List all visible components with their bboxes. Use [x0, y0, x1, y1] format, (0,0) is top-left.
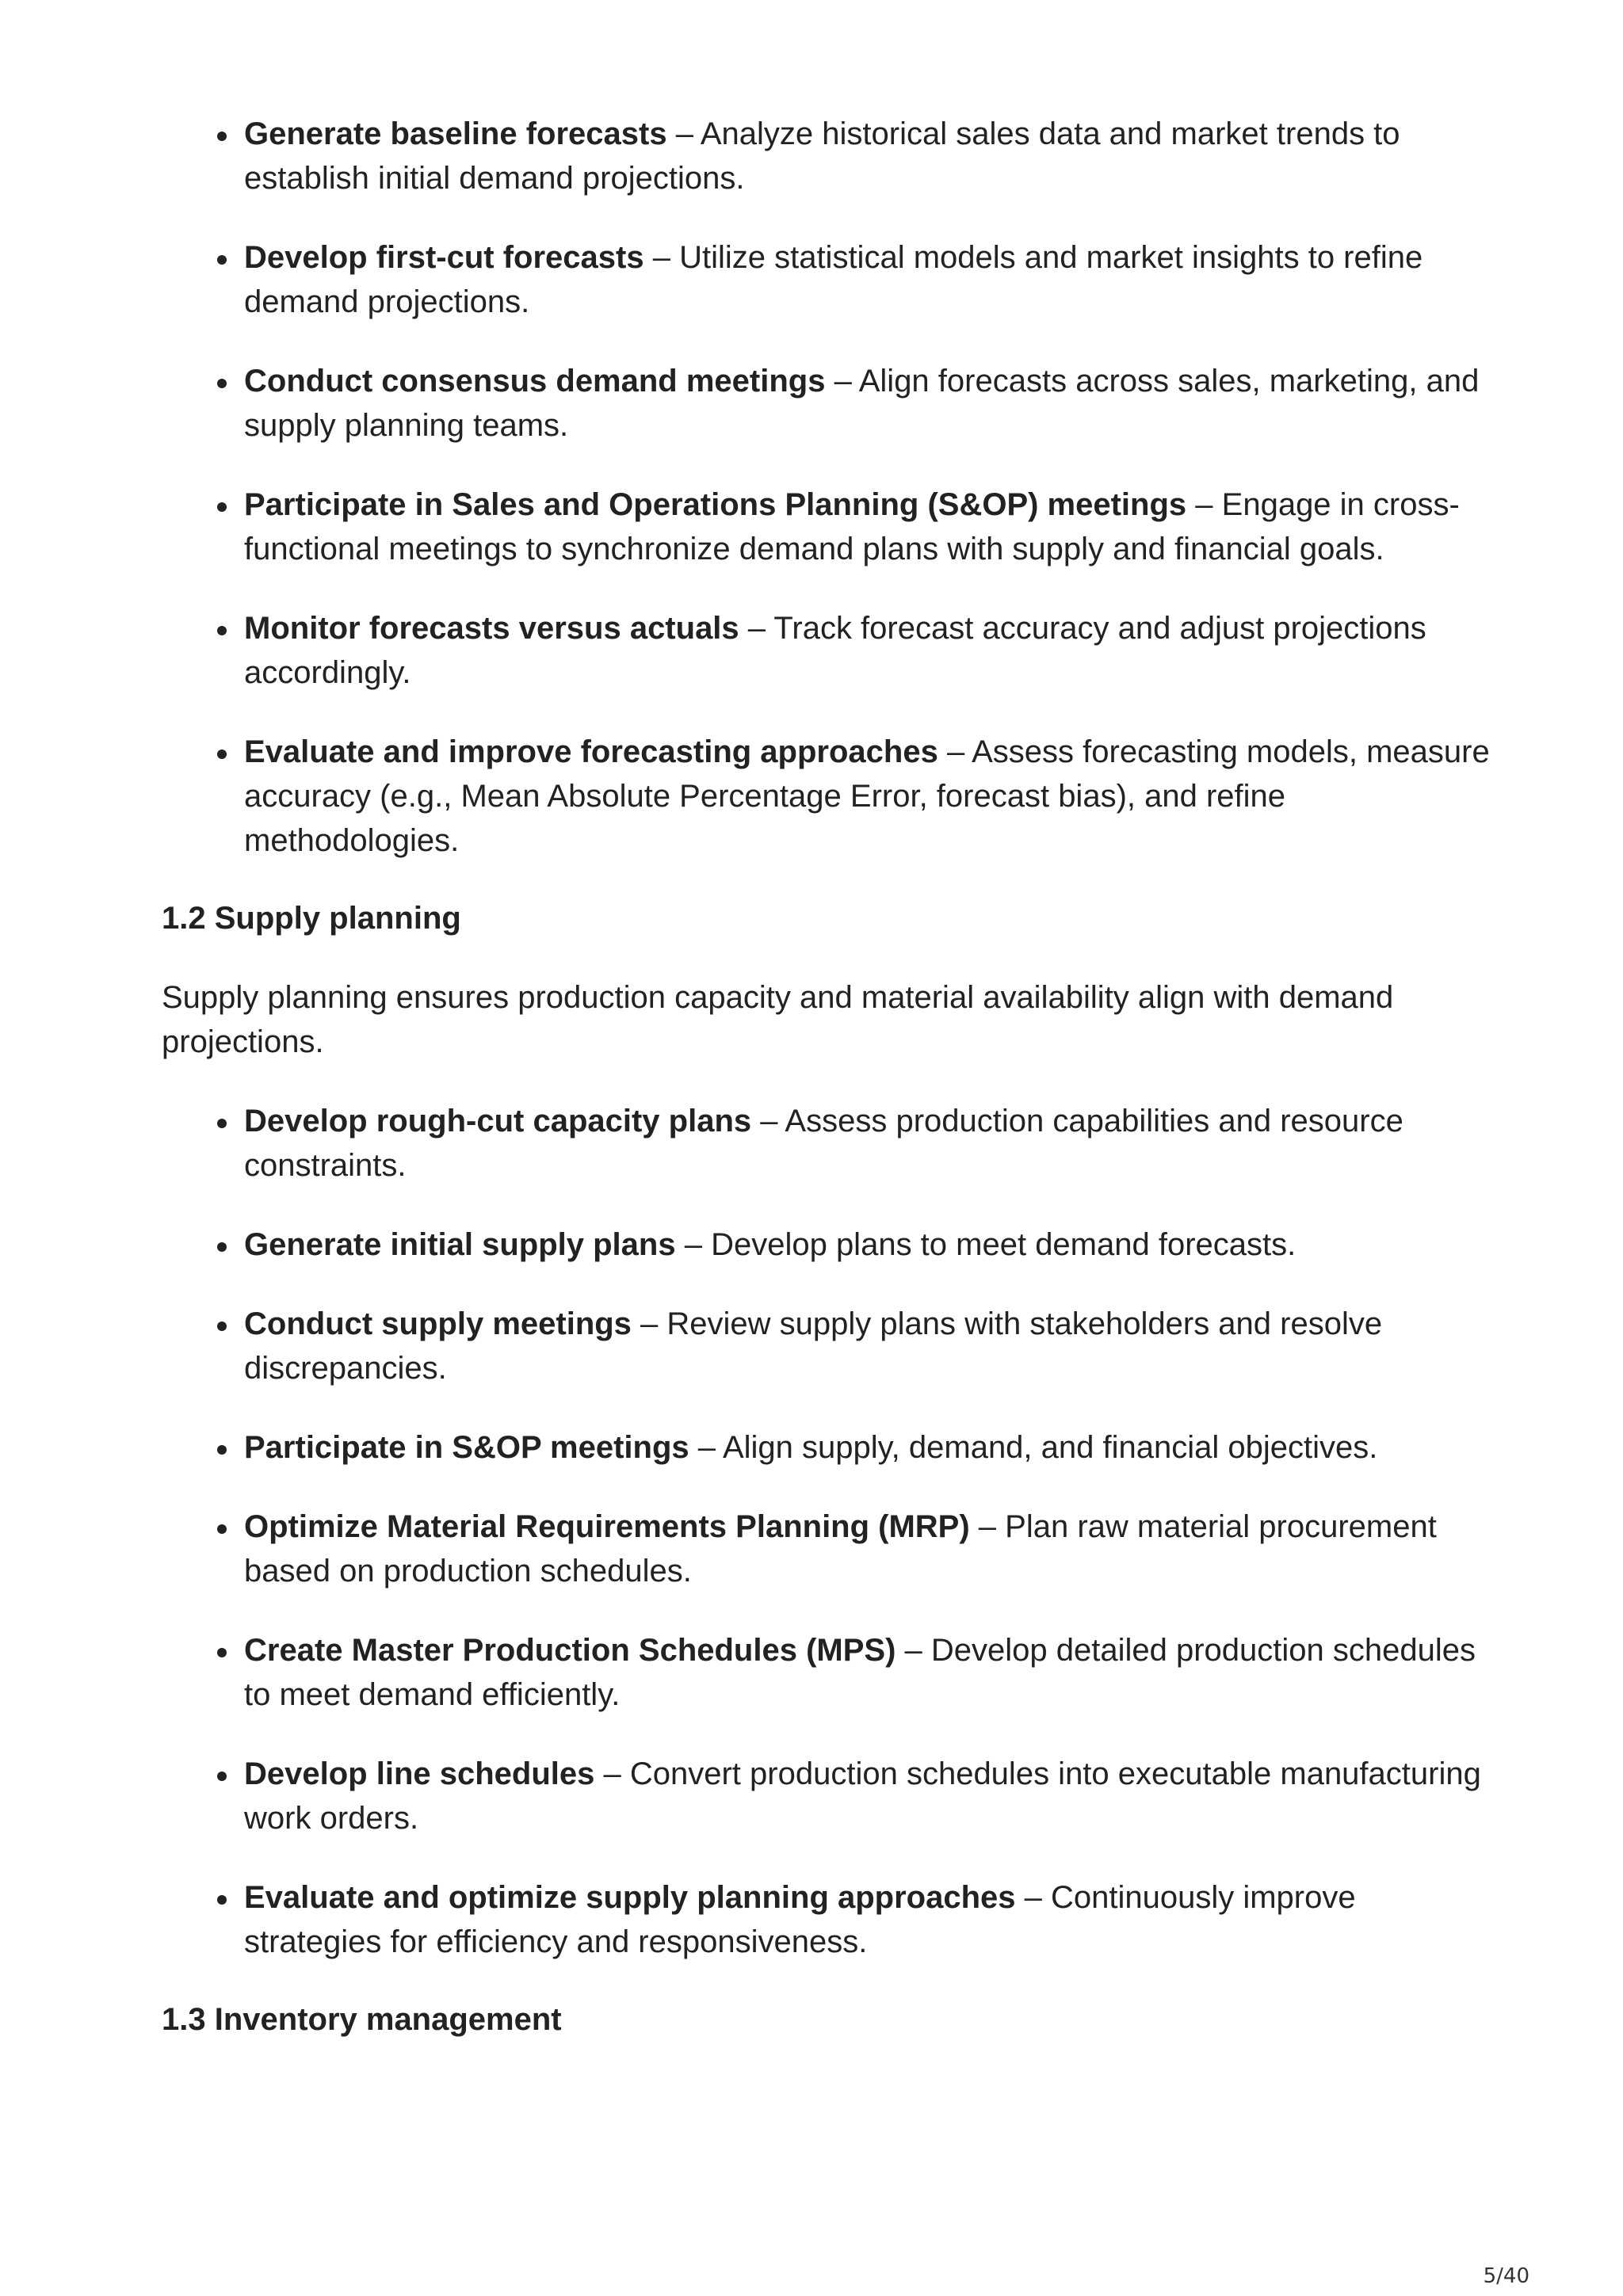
- list-item: [162, 1099, 1493, 1188]
- list-item-description: – Utilize statistical models and market insights to refine demand projections.: [244, 240, 1423, 319]
- list-item-term: Evaluate and improve forecasting approaches: [244, 734, 938, 769]
- list-item: [162, 1222, 1493, 1267]
- list-item-description: – Analyze historical sales data and market trends to establish initial demand projections.: [244, 116, 1400, 196]
- list-item: [162, 359, 1493, 448]
- list-item: [162, 730, 1493, 863]
- list-item: [162, 1875, 1493, 1964]
- list-item: [162, 1425, 1493, 1470]
- list-item-description: – Align supply, demand, and financial objectives.: [689, 1430, 1378, 1465]
- list-item: [162, 112, 1493, 200]
- demand-planning-list: [162, 112, 1493, 863]
- supply-planning-list: [162, 1099, 1493, 1964]
- list-item-description: – Develop detailed production schedules to meet demand efficiently.: [244, 1633, 1476, 1712]
- list-item-description: – Continuously improve strategies for efficiency and responsiveness.: [244, 1880, 1356, 1959]
- list-item-term: Create Master Production Schedules (MPS): [244, 1633, 896, 1668]
- list-item-term: Conduct supply meetings: [244, 1306, 632, 1341]
- list-item: [162, 1628, 1493, 1717]
- list-item-term: Develop rough-cut capacity plans: [244, 1104, 752, 1138]
- list-item-term: Develop line schedules: [244, 1756, 595, 1791]
- list-item: [162, 1505, 1493, 1593]
- list-item-term: Evaluate and optimize supply planning approaches: [244, 1880, 1016, 1915]
- section-intro-paragraph: Supply planning ensures production capacity and material availability align with demand projections.: [162, 980, 1394, 1059]
- section-heading-supply-planning: 1.2 Supply planning: [162, 901, 461, 936]
- list-item: [162, 235, 1493, 324]
- list-item-description: – Assess production capabilities and resource constraints.: [244, 1104, 1403, 1183]
- list-item-term: Optimize Material Requirements Planning (MRP): [244, 1509, 970, 1544]
- list-item: [162, 606, 1493, 695]
- section-heading-inventory-management: 1.3 Inventory management: [162, 2002, 562, 2037]
- list-item-description: – Plan raw material procurement based on production schedules.: [244, 1509, 1437, 1589]
- list-item-term: Participate in Sales and Operations Planning (S&OP) meetings: [244, 487, 1187, 522]
- list-item-term: Generate initial supply plans: [244, 1227, 676, 1262]
- list-item-description: – Align forecasts across sales, marketing, and supply planning teams.: [244, 364, 1480, 443]
- list-item: [162, 1302, 1493, 1390]
- list-item-term: Participate in S&OP meetings: [244, 1430, 689, 1465]
- list-item-term: Monitor forecasts versus actuals: [244, 611, 739, 646]
- list-item-description: – Review supply plans with stakeholders and resolve discrepancies.: [244, 1306, 1383, 1386]
- list-item-description: – Assess forecasting models, measure accuracy (e.g., Mean Absolute Percentage Error, forecast bias), and refine methodologies.: [244, 734, 1490, 858]
- list-item-description: – Engage in cross-functional meetings to synchronize demand plans with supply and financial goals.: [244, 487, 1460, 566]
- list-item-term: Conduct consensus demand meetings: [244, 364, 826, 399]
- list-item-description: – Convert production schedules into executable manufacturing work orders.: [244, 1756, 1481, 1836]
- list-item-term: Generate baseline forecasts: [244, 116, 667, 151]
- page-content: [162, 112, 1493, 2077]
- page-number: 5/40: [1483, 2264, 1529, 2288]
- list-item: [162, 482, 1493, 571]
- list-item-description: – Develop plans to meet demand forecasts.: [675, 1227, 1296, 1262]
- list-item: [162, 1752, 1493, 1840]
- list-item-description: – Track forecast accuracy and adjust projections accordingly.: [244, 611, 1426, 690]
- list-item-term: Develop first-cut forecasts: [244, 240, 644, 275]
